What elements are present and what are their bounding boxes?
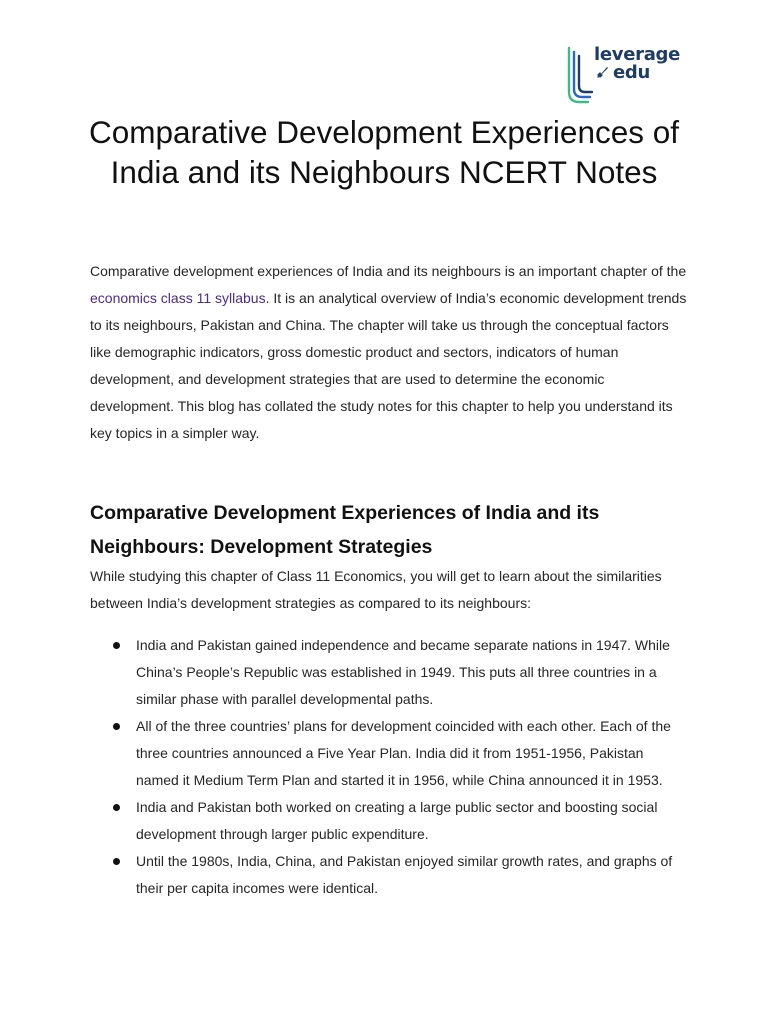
list-item-text: All of the three countries’ plans for development coincided with each other. Each of the three countries announced a Five Year Plan. India did it from 1951-1956, Pakistan named it Medium Term Plan and started it in 1956, while China announced it in 1953.: [136, 718, 671, 788]
section-lead-paragraph: While studying this chapter of Class 11 Economics, you will get to learn about the similarities between India’s development strategies as compared to its neighbours:: [90, 568, 662, 611]
leverage-edu-logo: [566, 44, 681, 106]
intro-paragraph: [90, 258, 690, 447]
logo-word-leverage: leverage: [594, 44, 681, 65]
list-item-text: India and Pakistan both worked on creating a large public sector and boosting social development through larger public expenditure.: [136, 799, 658, 842]
bullet-icon: [113, 723, 120, 730]
rocket-icon: [596, 65, 610, 79]
list-item: [90, 632, 690, 713]
list-item-text: India and Pakistan gained independence and became separate nations in 1947. While China’s People’s Republic was established in 1949. This puts all three countries in a similar phase with parallel developmental paths.: [136, 637, 670, 707]
list-item: [90, 713, 690, 794]
bullet-icon: [113, 858, 120, 865]
bullet-icon: [113, 804, 120, 811]
economics-syllabus-link[interactable]: economics class 11 syllabus: [90, 290, 266, 306]
logo-mark-icon: [566, 44, 596, 106]
bullet-icon: [113, 642, 120, 649]
intro-text-end: . It is an analytical overview of India’s economic development trends to its neighbours, Pakistan and China. The chapter will take us through the conceptual factors like demographic indicators, gross domestic product and sectors, indicators of human development, and development strategies that are used to determine the economic development. This blog has collated the study notes for this chapter to help you understand its key topics in a simpler way.: [90, 290, 687, 441]
list-item: [90, 794, 690, 848]
list-item: [90, 848, 690, 902]
intro-text-start: Comparative development experiences of India and its neighbours is an important chapter of the: [90, 263, 687, 279]
section-heading: Comparative Development Experiences of India and its Neighbours: Development Strategies: [90, 502, 600, 558]
page-title: Comparative Development Experiences of India and its Neighbours NCERT Notes: [88, 114, 680, 190]
strategy-bullet-list: [90, 632, 690, 902]
logo-word-edu: edu: [613, 62, 651, 83]
list-item-text: Until the 1980s, India, China, and Pakistan enjoyed similar growth rates, and graphs of their per capita incomes were identical.: [136, 853, 673, 896]
